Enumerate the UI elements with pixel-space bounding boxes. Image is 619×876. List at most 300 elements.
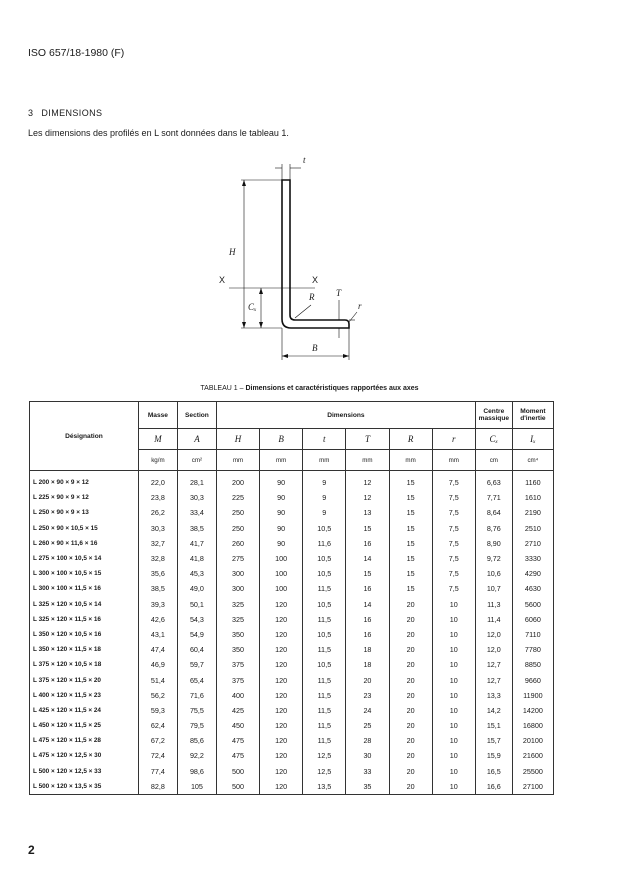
unit-cell: mm (260, 450, 303, 471)
value-cell: 425 (216, 703, 259, 718)
label-t-flange: T (336, 288, 342, 298)
value-cell: 120 (260, 597, 303, 612)
value-cell: 15,7 (475, 733, 512, 748)
label-r-lower: r (358, 301, 362, 311)
value-cell: 11,4 (475, 612, 512, 627)
value-cell: 50,1 (177, 597, 216, 612)
value-cell: 11,5 (303, 733, 346, 748)
value-cell: 10 (432, 748, 475, 763)
label-b: B (312, 343, 318, 353)
value-cell: 16,5 (475, 764, 512, 779)
symbol-cell: t (303, 429, 346, 450)
symbol-cell: T (346, 429, 389, 450)
value-cell: 15 (389, 581, 432, 596)
value-cell: 3330 (512, 551, 553, 566)
value-cell: 15 (389, 536, 432, 551)
value-cell: 10 (432, 627, 475, 642)
value-cell: 120 (260, 688, 303, 703)
value-cell: 11,3 (475, 597, 512, 612)
value-cell: 20 (389, 764, 432, 779)
value-cell: 10,5 (303, 657, 346, 672)
value-cell: 10,5 (303, 521, 346, 536)
table-row (30, 627, 554, 642)
label-x-right: X (312, 275, 319, 285)
value-cell: 1610 (512, 490, 553, 505)
value-cell: 8,90 (475, 536, 512, 551)
value-cell: 100 (260, 581, 303, 596)
value-cell: 20 (389, 657, 432, 672)
value-cell: 10 (432, 718, 475, 733)
value-cell: 1160 (512, 471, 553, 491)
value-cell: 33,4 (177, 505, 216, 520)
designation-cell: L 300 × 100 × 11,5 × 16 (30, 581, 139, 596)
value-cell: 22,0 (138, 471, 177, 491)
value-cell: 15,1 (475, 718, 512, 733)
centre-line1: Centre (483, 408, 505, 415)
table-row (30, 703, 554, 718)
value-cell: 25500 (512, 764, 553, 779)
value-cell: 90 (260, 505, 303, 520)
designation-cell: L 375 × 120 × 10,5 × 18 (30, 657, 139, 672)
unit-cell: mm (216, 450, 259, 471)
value-cell: 7,5 (432, 551, 475, 566)
designation-cell: L 350 × 120 × 10,5 × 16 (30, 627, 139, 642)
table-row (30, 566, 554, 581)
value-cell: 120 (260, 718, 303, 733)
value-cell: 120 (260, 672, 303, 687)
table-row (30, 612, 554, 627)
table-caption (0, 385, 619, 392)
symbol-cell: Cₓ (475, 429, 512, 450)
value-cell: 20 (389, 733, 432, 748)
symbol-cell: r (432, 429, 475, 450)
value-cell: 7,5 (432, 490, 475, 505)
value-cell: 10,5 (303, 597, 346, 612)
value-cell: 450 (216, 718, 259, 733)
value-cell: 15 (389, 505, 432, 520)
label-r-upper: R (309, 292, 315, 302)
value-cell: 20 (389, 627, 432, 642)
value-cell: 32,8 (138, 551, 177, 566)
value-cell: 2190 (512, 505, 553, 520)
unit-cell: kg/m (138, 450, 177, 471)
unit-cell: cm² (177, 450, 216, 471)
value-cell: 30,3 (138, 521, 177, 536)
value-cell: 10 (432, 779, 475, 795)
value-cell: 300 (216, 566, 259, 581)
unit-cell: mm (432, 450, 475, 471)
value-cell: 120 (260, 733, 303, 748)
value-cell: 9660 (512, 672, 553, 687)
value-cell: 10 (432, 597, 475, 612)
value-cell: 90 (260, 521, 303, 536)
value-cell: 54,3 (177, 612, 216, 627)
value-cell: 18 (346, 657, 389, 672)
value-cell: 43,1 (138, 627, 177, 642)
value-cell: 11,5 (303, 703, 346, 718)
value-cell: 7,5 (432, 566, 475, 581)
designation-cell: L 250 × 90 × 10,5 × 15 (30, 521, 139, 536)
value-cell: 62,4 (138, 718, 177, 733)
value-cell: 15 (389, 551, 432, 566)
value-cell: 13 (346, 505, 389, 520)
value-cell: 20 (389, 779, 432, 795)
value-cell: 11,5 (303, 612, 346, 627)
value-cell: 15 (389, 471, 432, 491)
value-cell: 7,5 (432, 536, 475, 551)
value-cell: 38,5 (177, 521, 216, 536)
designation-cell: L 260 × 90 × 11,6 × 16 (30, 536, 139, 551)
value-cell: 82,8 (138, 779, 177, 795)
caption-text: Dimensions et caractéristiques rapportées aux axes (245, 385, 419, 392)
value-cell: 20 (389, 748, 432, 763)
designation-cell: L 500 × 120 × 12,5 × 33 (30, 764, 139, 779)
value-cell: 6060 (512, 612, 553, 627)
value-cell: 65,4 (177, 672, 216, 687)
value-cell: 120 (260, 764, 303, 779)
value-cell: 20 (389, 688, 432, 703)
value-cell: 47,4 (138, 642, 177, 657)
angle-profile-drawing (215, 150, 375, 365)
value-cell: 46,9 (138, 657, 177, 672)
value-cell: 12,5 (303, 748, 346, 763)
value-cell: 325 (216, 612, 259, 627)
value-cell: 21600 (512, 748, 553, 763)
value-cell: 10 (432, 764, 475, 779)
value-cell: 350 (216, 627, 259, 642)
value-cell: 20 (346, 672, 389, 687)
table-row (30, 536, 554, 551)
value-cell: 8,64 (475, 505, 512, 520)
value-cell: 7,5 (432, 521, 475, 536)
table-row (30, 471, 554, 491)
value-cell: 75,5 (177, 703, 216, 718)
value-cell: 120 (260, 612, 303, 627)
designation-cell: L 425 × 120 × 11,5 × 24 (30, 703, 139, 718)
value-cell: 10 (432, 642, 475, 657)
unit-cell: mm (303, 450, 346, 471)
value-cell: 11,5 (303, 688, 346, 703)
value-cell: 6,63 (475, 471, 512, 491)
value-cell: 12,7 (475, 657, 512, 672)
value-cell: 260 (216, 536, 259, 551)
designation-header: Désignation (30, 402, 139, 471)
designation-cell: L 325 × 120 × 10,5 × 14 (30, 597, 139, 612)
unit-cell: mm (346, 450, 389, 471)
value-cell: 16 (346, 627, 389, 642)
value-cell: 32,7 (138, 536, 177, 551)
symbol-cell: Iₓ (512, 429, 553, 450)
label-h: H (229, 247, 236, 257)
value-cell: 18 (346, 642, 389, 657)
value-cell: 350 (216, 642, 259, 657)
value-cell: 20100 (512, 733, 553, 748)
value-cell: 15 (346, 566, 389, 581)
value-cell: 325 (216, 597, 259, 612)
value-cell: 35 (346, 779, 389, 795)
value-cell: 10 (432, 703, 475, 718)
value-cell: 16 (346, 612, 389, 627)
value-cell: 15 (389, 566, 432, 581)
designation-cell: L 275 × 100 × 10,5 × 14 (30, 551, 139, 566)
moment-header (512, 402, 553, 429)
value-cell: 8,76 (475, 521, 512, 536)
value-cell: 49,0 (177, 581, 216, 596)
moment-line1: Moment (520, 408, 546, 415)
angle-profile-diagram (215, 150, 375, 365)
value-cell: 15 (389, 521, 432, 536)
value-cell: 30 (346, 748, 389, 763)
table-row (30, 551, 554, 566)
value-cell: 4630 (512, 581, 553, 596)
value-cell: 41,7 (177, 536, 216, 551)
value-cell: 59,7 (177, 657, 216, 672)
value-cell: 51,4 (138, 672, 177, 687)
value-cell: 275 (216, 551, 259, 566)
value-cell: 4290 (512, 566, 553, 581)
value-cell: 120 (260, 627, 303, 642)
label-cx: Cₓ (248, 302, 257, 312)
table-row (30, 597, 554, 612)
section-number: 3 (28, 108, 34, 118)
value-cell: 120 (260, 779, 303, 795)
unit-cell: cm⁴ (512, 450, 553, 471)
value-cell: 10 (432, 733, 475, 748)
value-cell: 38,5 (138, 581, 177, 596)
value-cell: 10,5 (303, 566, 346, 581)
value-cell: 9,72 (475, 551, 512, 566)
value-cell: 14200 (512, 703, 553, 718)
table-body (30, 471, 554, 795)
unit-cell: cm (475, 450, 512, 471)
value-cell: 105 (177, 779, 216, 795)
table-row (30, 505, 554, 520)
value-cell: 200 (216, 471, 259, 491)
value-cell: 225 (216, 490, 259, 505)
designation-cell: L 450 × 120 × 11,5 × 25 (30, 718, 139, 733)
value-cell: 14 (346, 597, 389, 612)
unit-cell: mm (389, 450, 432, 471)
masse-header: Masse (138, 402, 177, 429)
dimensions-table (29, 401, 554, 795)
designation-cell: L 500 × 120 × 13,5 × 35 (30, 779, 139, 795)
value-cell: 92,2 (177, 748, 216, 763)
designation-cell: L 250 × 90 × 9 × 13 (30, 505, 139, 520)
section-title: DIMENSIONS (41, 108, 103, 118)
value-cell: 7110 (512, 627, 553, 642)
value-cell: 11900 (512, 688, 553, 703)
value-cell: 300 (216, 581, 259, 596)
value-cell: 14,2 (475, 703, 512, 718)
document-code: ISO 657/18-1980 (F) (28, 47, 125, 59)
value-cell: 41,8 (177, 551, 216, 566)
designation-cell: L 375 × 120 × 11,5 × 20 (30, 672, 139, 687)
value-cell: 12,7 (475, 672, 512, 687)
value-cell: 28,1 (177, 471, 216, 491)
value-cell: 23,8 (138, 490, 177, 505)
value-cell: 11,5 (303, 642, 346, 657)
value-cell: 7,5 (432, 505, 475, 520)
value-cell: 85,6 (177, 733, 216, 748)
table-row (30, 672, 554, 687)
page-number: 2 (28, 843, 35, 857)
value-cell: 10,5 (303, 627, 346, 642)
value-cell: 2510 (512, 521, 553, 536)
table-row (30, 764, 554, 779)
moment-line2: d'inertie (520, 415, 546, 422)
value-cell: 16,6 (475, 779, 512, 795)
value-cell: 15 (346, 521, 389, 536)
value-cell: 120 (260, 703, 303, 718)
value-cell: 15,9 (475, 748, 512, 763)
table-row (30, 521, 554, 536)
value-cell: 375 (216, 657, 259, 672)
value-cell: 500 (216, 779, 259, 795)
caption-lead: TABLEAU 1 – (200, 385, 244, 392)
value-cell: 9 (303, 490, 346, 505)
value-cell: 120 (260, 657, 303, 672)
table-row (30, 581, 554, 596)
value-cell: 15 (389, 490, 432, 505)
value-cell: 59,3 (138, 703, 177, 718)
value-cell: 11,5 (303, 718, 346, 733)
value-cell: 120 (260, 748, 303, 763)
value-cell: 60,4 (177, 642, 216, 657)
symbol-cell: M (138, 429, 177, 450)
value-cell: 90 (260, 471, 303, 491)
value-cell: 26,2 (138, 505, 177, 520)
section-heading (28, 108, 102, 118)
value-cell: 7,5 (432, 471, 475, 491)
table-row (30, 657, 554, 672)
value-cell: 16 (346, 581, 389, 596)
table-row (30, 718, 554, 733)
value-cell: 475 (216, 748, 259, 763)
designation-cell: L 325 × 120 × 11,5 × 16 (30, 612, 139, 627)
value-cell: 56,2 (138, 688, 177, 703)
value-cell: 475 (216, 733, 259, 748)
table-row (30, 490, 554, 505)
value-cell: 100 (260, 551, 303, 566)
value-cell: 10 (432, 688, 475, 703)
value-cell: 27100 (512, 779, 553, 795)
value-cell: 100 (260, 566, 303, 581)
value-cell: 9 (303, 471, 346, 491)
table-row (30, 688, 554, 703)
value-cell: 10 (432, 612, 475, 627)
value-cell: 10 (432, 672, 475, 687)
value-cell: 79,5 (177, 718, 216, 733)
value-cell: 12 (346, 490, 389, 505)
value-cell: 23 (346, 688, 389, 703)
table-row (30, 642, 554, 657)
value-cell: 42,6 (138, 612, 177, 627)
value-cell: 13,5 (303, 779, 346, 795)
value-cell: 14 (346, 551, 389, 566)
value-cell: 20 (389, 597, 432, 612)
value-cell: 98,6 (177, 764, 216, 779)
value-cell: 67,2 (138, 733, 177, 748)
value-cell: 10 (432, 657, 475, 672)
designation-cell: L 225 × 90 × 9 × 12 (30, 490, 139, 505)
value-cell: 12,0 (475, 627, 512, 642)
value-cell: 12,0 (475, 642, 512, 657)
value-cell: 28 (346, 733, 389, 748)
value-cell: 16800 (512, 718, 553, 733)
value-cell: 7780 (512, 642, 553, 657)
value-cell: 24 (346, 703, 389, 718)
designation-cell: L 475 × 120 × 12,5 × 30 (30, 748, 139, 763)
intro-paragraph: Les dimensions des profilés en L sont données dans le tableau 1. (28, 128, 289, 138)
value-cell: 8850 (512, 657, 553, 672)
symbol-cell: H (216, 429, 259, 450)
value-cell: 250 (216, 505, 259, 520)
section-header: Section (177, 402, 216, 429)
value-cell: 20 (389, 672, 432, 687)
designation-cell: L 200 × 90 × 9 × 12 (30, 471, 139, 491)
value-cell: 20 (389, 718, 432, 733)
label-t: t (303, 155, 306, 165)
value-cell: 90 (260, 490, 303, 505)
value-cell: 54,9 (177, 627, 216, 642)
value-cell: 500 (216, 764, 259, 779)
value-cell: 10,5 (303, 551, 346, 566)
value-cell: 375 (216, 672, 259, 687)
table-row (30, 733, 554, 748)
symbol-cell: R (389, 429, 432, 450)
value-cell: 30,3 (177, 490, 216, 505)
value-cell: 11,5 (303, 581, 346, 596)
centre-header (475, 402, 512, 429)
value-cell: 13,3 (475, 688, 512, 703)
value-cell: 10,6 (475, 566, 512, 581)
value-cell: 11,5 (303, 672, 346, 687)
table-row (30, 748, 554, 763)
value-cell: 39,3 (138, 597, 177, 612)
value-cell: 12,5 (303, 764, 346, 779)
value-cell: 120 (260, 642, 303, 657)
value-cell: 25 (346, 718, 389, 733)
value-cell: 9 (303, 505, 346, 520)
value-cell: 45,3 (177, 566, 216, 581)
value-cell: 72,4 (138, 748, 177, 763)
symbol-cell: A (177, 429, 216, 450)
value-cell: 12 (346, 471, 389, 491)
designation-cell: L 350 × 120 × 11,5 × 18 (30, 642, 139, 657)
header-row-labels (30, 402, 554, 429)
designation-cell: L 300 × 100 × 10,5 × 15 (30, 566, 139, 581)
value-cell: 16 (346, 536, 389, 551)
value-cell: 20 (389, 642, 432, 657)
value-cell: 400 (216, 688, 259, 703)
value-cell: 7,71 (475, 490, 512, 505)
value-cell: 90 (260, 536, 303, 551)
designation-cell: L 400 × 120 × 11,5 × 23 (30, 688, 139, 703)
value-cell: 5600 (512, 597, 553, 612)
value-cell: 11,6 (303, 536, 346, 551)
value-cell: 20 (389, 612, 432, 627)
designation-cell: L 475 × 120 × 11,5 × 28 (30, 733, 139, 748)
value-cell: 250 (216, 521, 259, 536)
value-cell: 33 (346, 764, 389, 779)
centre-line2: massique (478, 415, 510, 422)
table-row (30, 779, 554, 795)
value-cell: 77,4 (138, 764, 177, 779)
value-cell: 35,6 (138, 566, 177, 581)
value-cell: 20 (389, 703, 432, 718)
value-cell: 7,5 (432, 581, 475, 596)
label-x-left: X (219, 275, 226, 285)
